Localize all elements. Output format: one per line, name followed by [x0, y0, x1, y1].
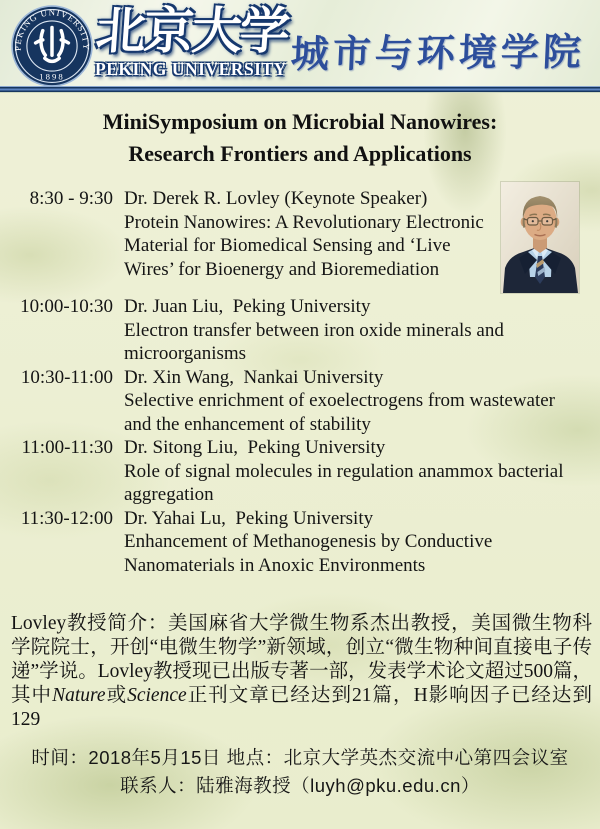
session-details	[124, 187, 499, 281]
session-time: 10:30-11:00	[20, 366, 113, 388]
school-name-chinese: 城市与环境学院	[289, 29, 586, 77]
header-banner	[0, 0, 600, 86]
session-talk-title: Role of signal molecules in regulation anammox bacterial aggregation	[124, 460, 569, 505]
session-time: 8:30 - 9:30	[29, 188, 113, 209]
poster-title-line1: MiniSymposium on Microbial Nanowires:	[102, 109, 498, 134]
session-time: 11:30-12:00	[20, 507, 113, 529]
bio-text: Lovley教授简介：美国麻省大学微生物系杰出教授，美国微生物科学院院士，开创“电微生物学”新领域，创立“微生物种间直接电子传递”学说。Lovley教授现已出版专著一部，发表学术论文超过500篇，其中	[11, 613, 592, 706]
session-talk-title: Electron transfer between iron oxide minerals and microorganisms	[124, 319, 509, 364]
event-time-location: 时间：2018年5月15日 地点：北京大学英杰交流中心第四会议室	[31, 747, 569, 768]
university-name-english: PEKING UNIVERSITY	[95, 59, 287, 79]
session-talk-title: Selective enrichment of exoelectrogens from wastewater and the enhancement of stability	[124, 390, 560, 435]
seal-ring-text: PEKING UNIVERSITY	[12, 7, 92, 52]
keynote-speaker-photo	[501, 182, 579, 293]
event-info-footer	[0, 744, 600, 800]
schedule-row	[16, 507, 590, 578]
schedule-row	[16, 295, 590, 366]
session-details	[124, 366, 586, 437]
session-details	[124, 295, 586, 366]
session-time: 11:00-11:30	[21, 437, 113, 458]
session-speaker: Dr. Sitong Liu, Peking University	[124, 437, 386, 458]
seal-year: 1898	[39, 71, 65, 82]
session-time: 10:00-10:30	[20, 296, 113, 317]
speaker-bio-paragraph	[11, 612, 592, 732]
session-details	[124, 507, 586, 578]
bio-text: 正刊文章已经达到21篇，H影响因子已经达到129	[11, 685, 592, 730]
university-name-chinese: 北京大学	[93, 2, 291, 60]
journal-name: Nature	[52, 685, 106, 706]
schedule-row	[16, 436, 590, 507]
session-talk-title: Protein Nanowires: A Revolutionary Electronic Material for Biomedical Sensing and ‘Live Wires’ for Bioenergy and Bioremediation	[124, 211, 489, 280]
journal-name: Science	[127, 685, 187, 706]
session-details	[124, 436, 586, 507]
event-contact: 联系人：陆雅海教授（luyh@pku.edu.cn）	[120, 775, 480, 796]
schedule-row	[16, 366, 590, 437]
poster-title-line2: Research Frontiers and Applications	[128, 140, 472, 166]
session-speaker: Dr. Yahai Lu, Peking University	[124, 507, 374, 529]
header-divider-line	[0, 86, 600, 93]
peking-university-seal-icon	[11, 5, 93, 87]
session-speaker: Dr. Juan Liu, Peking University	[124, 296, 371, 317]
poster-title	[0, 106, 600, 169]
session-speaker: Dr. Derek R. Lovley (Keynote Speaker)	[124, 188, 428, 209]
session-talk-title: Enhancement of Methanogenesis by Conductive Nanomaterials in Anoxic Environments	[124, 531, 498, 576]
session-speaker: Dr. Xin Wang, Nankai University	[124, 366, 384, 388]
bio-text: 或	[105, 685, 128, 706]
